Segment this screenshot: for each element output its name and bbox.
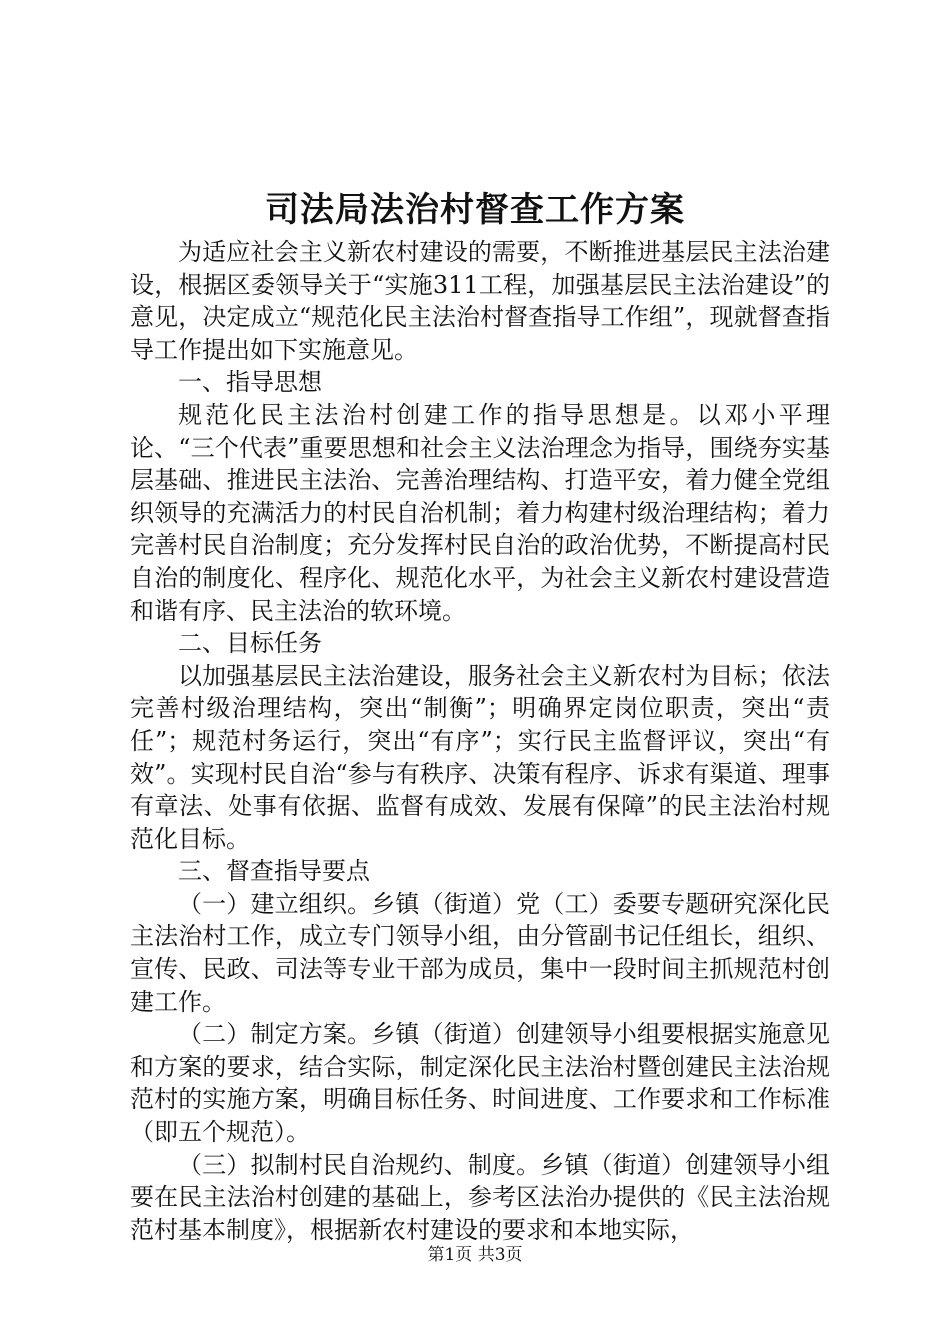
section-heading-guiding-ideology: 一、指导思想 bbox=[178, 368, 322, 397]
document-body bbox=[130, 236, 830, 1246]
document-title: 司法局法治村督查工作方案 bbox=[265, 190, 685, 230]
section-heading-supervision-points: 三、督查指导要点 bbox=[178, 857, 370, 886]
point-2-paragraph: （二）制定方案。乡镇（街道）创建领导小组要根据实施意见和方案的要求，结合实际，制定深化民主法治村暨创建民主法治规范村的实施方案，明确目标任务、时间进度、工作要求和工作标准（即五个规范）。 bbox=[130, 1020, 830, 1147]
goals-paragraph: 以加强基层民主法治建设，服务社会主义新农村为目标；依法完善村级治理结构，突出“制衡”；明确界定岗位职责，突出“责任”；规范村务运行，突出“有序”；实行民主监督评议，突出“有效”。实现村民自治“参与有秩序、决策有程序、诉求有渠道、理事有章法、处事有依据、监督有成效、发展有保障”的民主法治村规范化目标。 bbox=[130, 661, 830, 853]
section-heading-goals: 二、目标任务 bbox=[178, 629, 322, 658]
point-3-paragraph: （三）拟制村民自治规约、制度。乡镇（街道）创建领导小组要在民主法治村创建的基础上，参考区法治办提供的《民主法治规范村基本制度》，根据新农村建设的要求和本地实际， bbox=[130, 1150, 830, 1244]
intro-paragraph: 为适应社会主义新农村建设的需要，不断推进基层民主法治建设，根据区委领导关于“实施311工程，加强基层民主法治建设”的意见，决定成立“规范化民主法治村督查指导工作组”，现就督查指导工作提出如下实施意见。 bbox=[130, 238, 830, 364]
point-1-paragraph: （一）建立组织。乡镇（街道）党（工）委要专题研究深化民主法治村工作，成立专门领导小组，由分管副书记任组长，组织、宣传、民政、司法等专业干部为成员，集中一段时间主抓规范村创建工作。 bbox=[130, 889, 830, 1016]
page-number-footer: 第1页 共3页 bbox=[427, 1245, 523, 1265]
guiding-ideology-paragraph: 规范化民主法治村创建工作的指导思想是。以邓小平理论、“三个代表”重要思想和社会主义法治理念为指导，围绕夯实基层基础、推进民主法治、完善治理结构、打造平安，着力健全党组织领导的充满活力的村民自治机制；着力构建村级治理结构；着力完善村民自治制度；充分发挥村民自治的政治优势，不断提高村民自治的制度化、程序化、规范化水平，为社会主义新农村建设营造和谐有序、民主法治的软环境。 bbox=[130, 400, 830, 625]
